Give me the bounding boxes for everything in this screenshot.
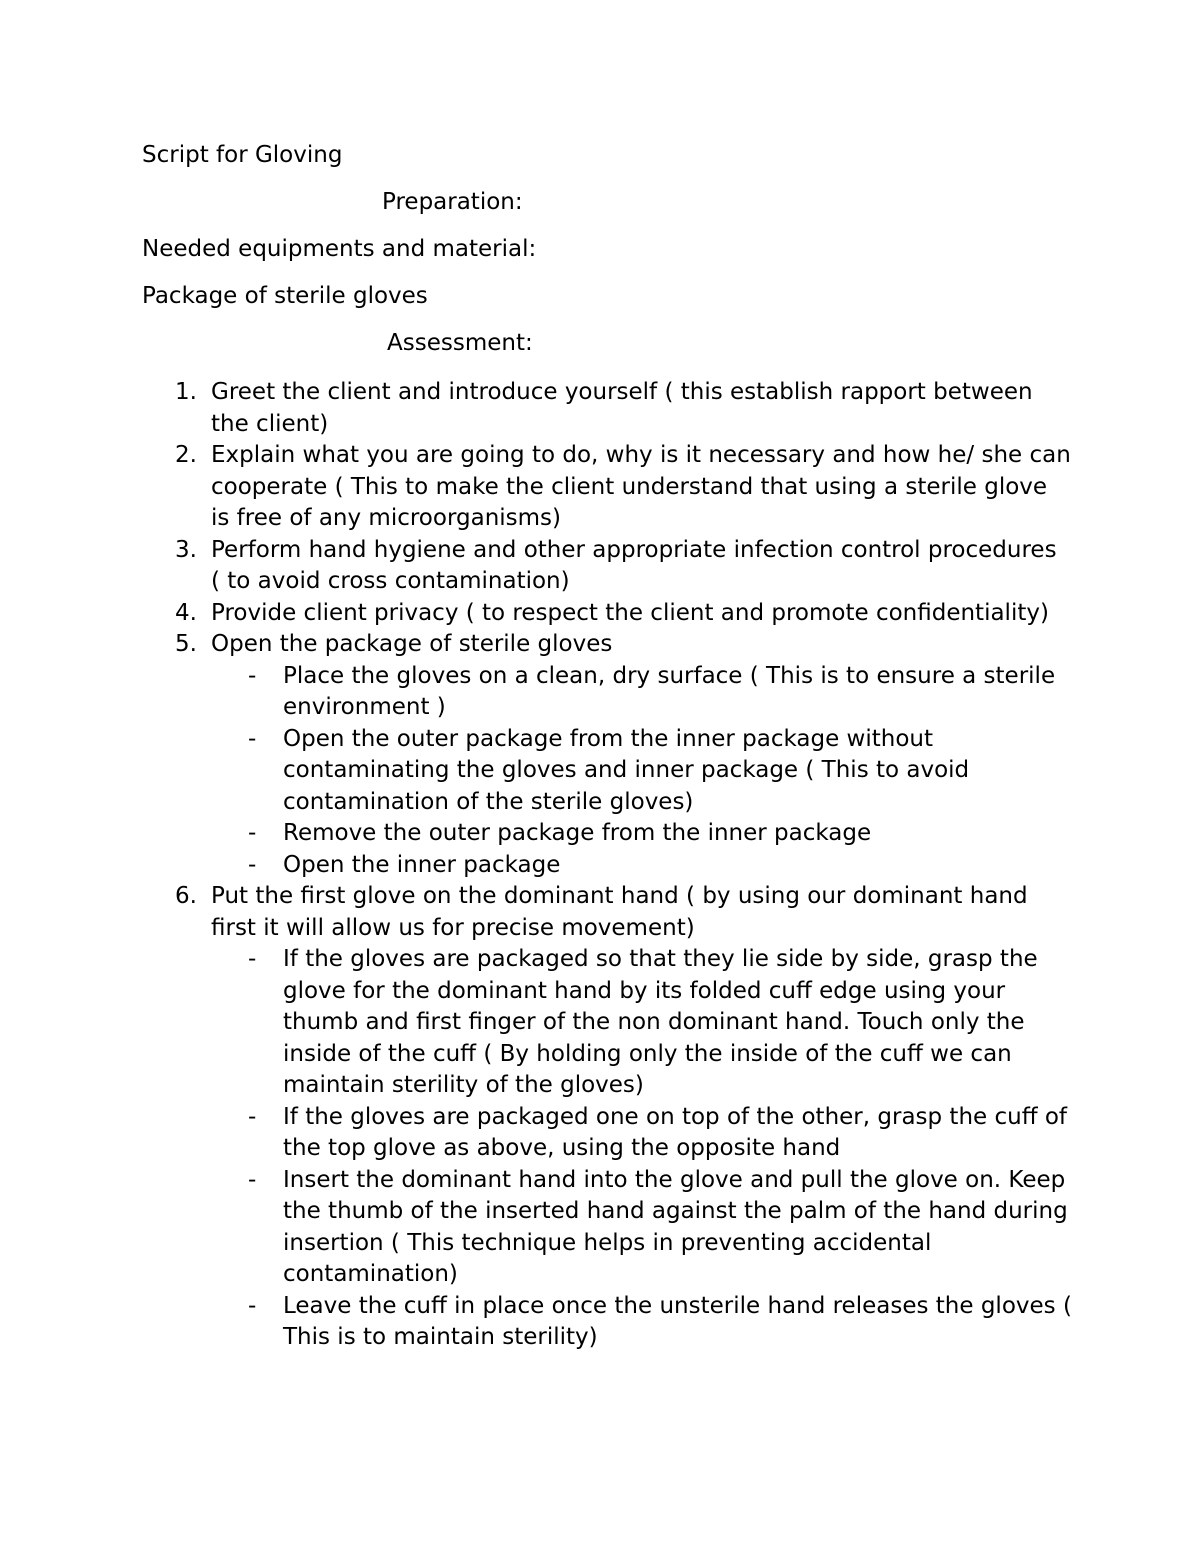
step-number: 5. xyxy=(175,631,197,657)
sub-step-text: Insert the dominant hand into the glove and pull the glove on. Keep the thumb of the inserted hand against the palm of the hand during insertion ( This technique helps in preventing accidental contamination) xyxy=(283,1166,1068,1287)
step-text: Open the package of sterile gloves xyxy=(211,631,613,657)
steps-list xyxy=(0,377,1200,1354)
list-item xyxy=(0,440,1200,535)
step-text: Perform hand hygiene and other appropriate infection control procedures ( to avoid cross contamination) xyxy=(211,536,1057,594)
sub-list-item xyxy=(0,661,1200,724)
sub-list-item xyxy=(0,1102,1200,1165)
sub-list-item xyxy=(0,944,1200,1102)
list-item xyxy=(0,377,1200,440)
sub-list-item xyxy=(0,1291,1200,1354)
sub-step-text: Place the gloves on a clean, dry surface ( This is to ensure a sterile environment ) xyxy=(283,662,1056,720)
sub-step-text: Open the outer package from the inner package without contaminating the gloves and inner package ( This to avoid contamination of the sterile gloves) xyxy=(283,725,970,815)
step-number: 3. xyxy=(175,536,197,563)
dash-bullet: - xyxy=(248,946,257,972)
list-item xyxy=(0,629,1200,881)
sub-step-text: Open the inner package xyxy=(283,851,561,878)
step-number: 2. xyxy=(175,442,197,468)
dash-bullet: - xyxy=(248,1103,257,1130)
sub-step-text: If the gloves are packaged so that they lie side by side, grasp the glove for the dominant hand by its folded cuff edge using your thumb and first finger of the non dominant hand. Touch only the inside of the cuff ( By holding only the inside of the cuff we can maintain sterility of the gloves) xyxy=(283,946,1038,1098)
sub-step-text: Remove the outer package from the inner package xyxy=(283,820,872,846)
dash-bullet: - xyxy=(248,725,257,752)
step-text: Provide client privacy ( to respect the client and promote confidentiality) xyxy=(211,599,1049,626)
dash-bullet: - xyxy=(248,1292,257,1319)
step-number: 6. xyxy=(175,883,197,909)
list-item xyxy=(0,535,1200,598)
list-item xyxy=(0,881,1200,1354)
step-number: 4. xyxy=(175,599,197,626)
step-text: Put the first glove on the dominant hand ( by using our dominant hand first it will allow us for precise movement) xyxy=(211,883,1028,941)
sub-steps-list xyxy=(0,661,1200,882)
step-text: Explain what you are going to do, why is it necessary and how he/ she can cooperate ( This to make the client understand that using a sterile glove is free of any microorganisms) xyxy=(211,442,1071,531)
step-number: 1. xyxy=(175,379,197,405)
sub-list-item xyxy=(0,818,1200,850)
sub-list-item xyxy=(0,850,1200,882)
sub-step-text: Leave the cuff in place once the unsterile hand releases the gloves ( This is to maintain sterility) xyxy=(283,1292,1072,1350)
dash-bullet: - xyxy=(248,820,257,846)
sub-step-text: If the gloves are packaged one on top of the other, grasp the cuff of the top glove as above, using the opposite hand xyxy=(283,1103,1068,1161)
step-text: Greet the client and introduce yourself ( this establish rapport between the client) xyxy=(211,379,1033,437)
material-item: Package of sterile gloves xyxy=(142,283,428,309)
sub-list-item xyxy=(0,1165,1200,1291)
needed-materials-label: Needed equipments and material: xyxy=(142,236,537,262)
preparation-heading: Preparation: xyxy=(382,189,523,215)
dash-bullet: - xyxy=(248,1166,257,1193)
sub-steps-list xyxy=(0,944,1200,1354)
sub-list-item xyxy=(0,724,1200,819)
dash-bullet: - xyxy=(248,662,257,689)
list-item xyxy=(0,598,1200,630)
assessment-heading: Assessment: xyxy=(387,330,533,356)
document-title: Script for Gloving xyxy=(142,142,343,168)
dash-bullet: - xyxy=(248,851,257,878)
